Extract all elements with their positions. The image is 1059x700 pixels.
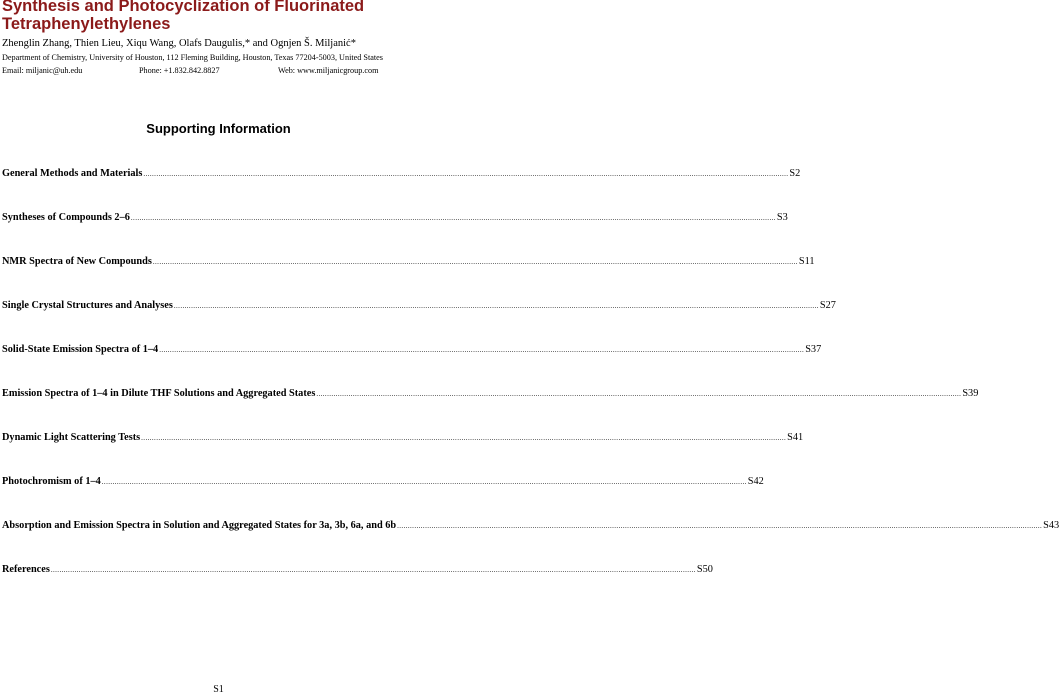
toc-entry[interactable] [2,256,815,300]
contact-phone: Phone: +1.832.842.8827 [139,66,220,75]
toc-leader-dots: ............................................................................................................................................................................................................................................................................................................ [101,478,747,486]
affiliation: Department of Chemistry, University of Houston, 112 Fleming Building, Houston, Texas 77204-5003, United States [2,53,383,62]
contact-email: Email: miljanic@uh.edu [2,66,83,75]
toc-entry[interactable] [2,432,804,476]
toc-entry[interactable] [2,168,801,212]
toc-leader-dots: ............................................................................................................................................................................................................................................................................................................ [50,566,696,574]
toc-entry-label: Dynamic Light Scattering Tests [2,432,141,443]
toc-leader-dots: ............................................................................................................................................................................................................................................................................................................ [130,214,776,222]
toc-entry-page: S42 [747,476,764,487]
toc-entry-label: Emission Spectra of 1–4 in Dilute THF Solutions and Aggregated States [2,388,316,399]
toc-leader-dots: ............................................................................................................................................................................................................................................................................................................ [141,434,787,442]
toc-entry-label: References [2,564,50,575]
section-heading: Supporting Information [146,121,291,136]
table-of-contents [2,168,1059,608]
toc-leader-dots: ............................................................................................................................................................................................................................................................................................................ [173,302,819,310]
toc-leader-dots: ............................................................................................................................................................................................................................................................................................................ [152,258,798,266]
toc-entry-page: S39 [962,388,979,399]
toc-leader-dots: ............................................................................................................................................................................................................................................................................................................ [316,390,962,398]
toc-entry[interactable] [2,212,788,256]
toc-entry[interactable] [2,520,1059,564]
toc-entry-label: Syntheses of Compounds 2–6 [2,212,130,223]
toc-entry-label: Single Crystal Structures and Analyses [2,300,173,311]
page-number: S1 [213,684,224,695]
toc-entry-label: Photochromism of 1–4 [2,476,101,487]
toc-entry-page: S41 [787,432,804,443]
toc-entry[interactable] [2,476,764,520]
toc-leader-dots: ............................................................................................................................................................................................................................................................................................................ [159,346,805,354]
toc-entry-page: S11 [798,256,815,267]
author-list: Zhenglin Zhang, Thien Lieu, Xiqu Wang, Olafs Daugulis,* and Ognjen Š. Miljanić* [2,38,356,49]
toc-entry-page: S37 [805,344,822,355]
toc-entry-label: NMR Spectra of New Compounds [2,256,152,267]
contact-web: Web: www.miljanicgroup.com [278,66,379,75]
toc-entry[interactable] [2,564,713,608]
toc-entry-label: General Methods and Materials [2,168,143,179]
toc-entry-page: S3 [776,212,788,223]
paper-title: Synthesis and Photocyclization of Fluorinated Tetraphenylethylenes [2,0,365,33]
toc-entry[interactable] [2,388,979,432]
toc-entry-label: Solid-State Emission Spectra of 1–4 [2,344,159,355]
toc-entry-label: Absorption and Emission Spectra in Solution and Aggregated States for 3a, 3b, 6a, and 6b [2,520,397,531]
toc-entry[interactable] [2,300,836,344]
toc-entry-page: S27 [819,300,836,311]
toc-entry-page: S43 [1043,520,1059,531]
toc-entry-page: S2 [789,168,801,179]
toc-leader-dots: ............................................................................................................................................................................................................................................................................................................ [397,522,1043,530]
toc-entry[interactable] [2,344,822,388]
toc-entry-page: S50 [696,564,713,575]
toc-leader-dots: ............................................................................................................................................................................................................................................................................................................ [143,170,789,178]
